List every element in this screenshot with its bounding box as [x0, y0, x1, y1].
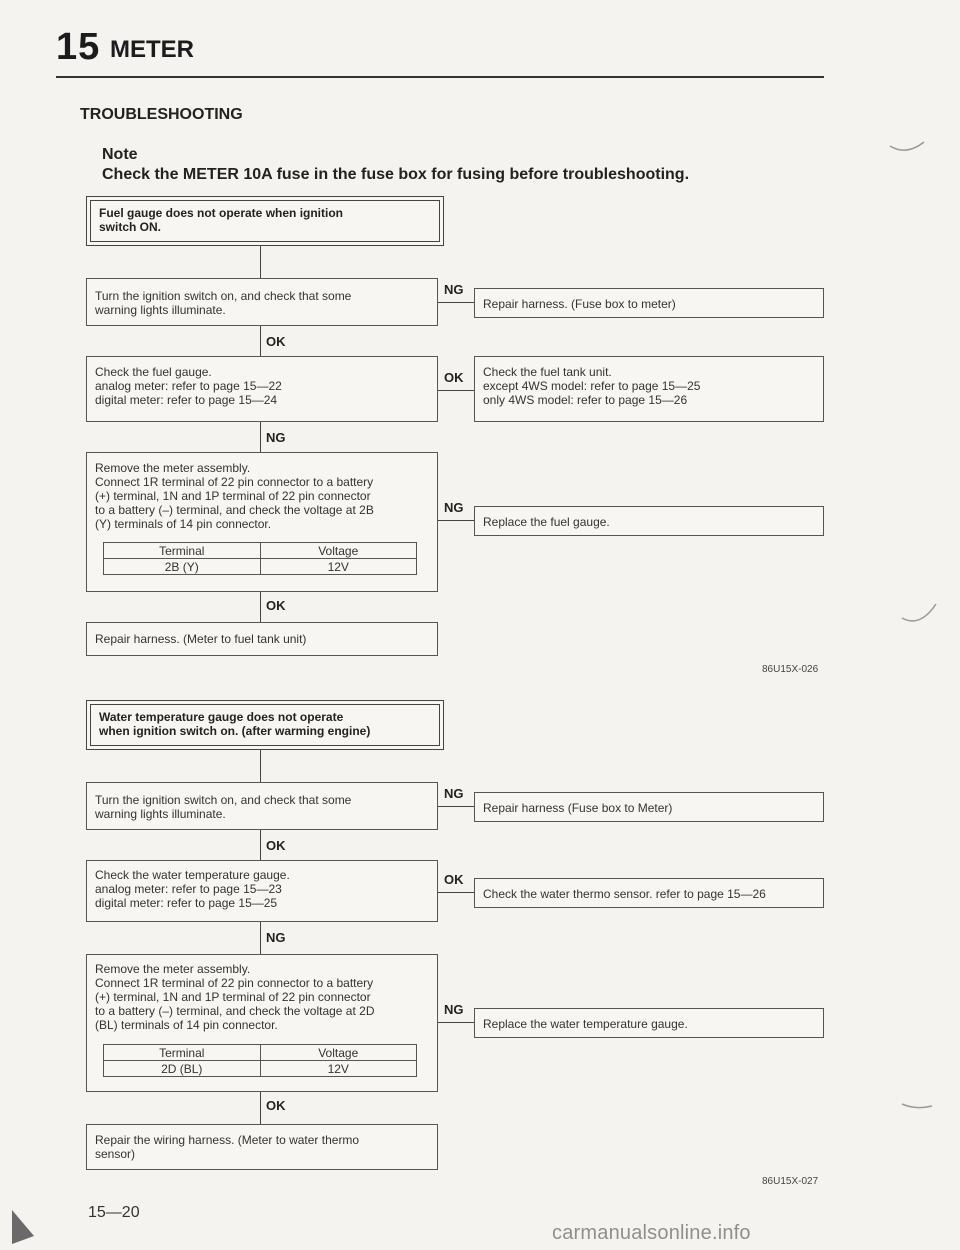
table-header: Voltage — [260, 1045, 417, 1061]
ng-label: NG — [266, 930, 286, 945]
connector-line — [438, 390, 474, 391]
ok-label: OK — [266, 838, 286, 853]
ok-label: OK — [444, 872, 464, 887]
step-repair-wiring-harness: Repair the wiring harness. (Meter to water thermo sensor) — [86, 1124, 438, 1170]
connector-line — [260, 246, 261, 278]
action-replace-fuel-gauge: Replace the fuel gauge. — [474, 506, 824, 536]
ng-label: NG — [444, 1002, 464, 1017]
page-number: 15—20 — [88, 1204, 140, 1221]
connector-line — [438, 892, 474, 893]
note-text: Check the METER 10A fuse in the fuse box for fusing before troubleshooting. — [102, 166, 690, 183]
connector-line — [438, 1022, 474, 1023]
flowchart-title: Water temperature gauge does not operate when ignition switch on. (after warming engine) — [90, 704, 440, 746]
ng-label: NG — [266, 430, 286, 445]
ng-label: NG — [444, 500, 464, 515]
connector-line — [260, 922, 261, 954]
connector-line — [260, 830, 261, 860]
scan-mark-icon — [888, 140, 928, 160]
flowchart-title: Fuel gauge does not operate when ignition switch ON. — [90, 200, 440, 242]
step-check-fuel-gauge: Check the fuel gauge. analog meter: refer to page 15—22 digital meter: refer to page 15—24 — [86, 356, 438, 422]
table-header: Terminal — [104, 1045, 261, 1061]
flowchart-title-box — [86, 196, 444, 246]
ok-label: OK — [444, 370, 464, 385]
ok-label: OK — [266, 334, 286, 349]
action-repair-harness: Repair harness (Fuse box to Meter) — [474, 792, 824, 822]
ng-label: NG — [444, 786, 464, 801]
table-header: Voltage — [260, 543, 417, 559]
section-title: METER — [110, 36, 194, 63]
connector-line — [260, 750, 261, 782]
connector-line — [260, 592, 261, 622]
step-check-warning-lights: Turn the ignition switch on, and check that some warning lights illuminate. — [86, 278, 438, 326]
figure-code: 86U15X-026 — [762, 664, 819, 675]
action-check-water-thermo-sensor: Check the water thermo sensor. refer to page 15—26 — [474, 878, 824, 908]
figure-code: 86U15X-027 — [762, 1176, 819, 1187]
connector-line — [260, 1092, 261, 1124]
scan-mark-icon — [900, 1100, 936, 1112]
ok-label: OK — [266, 598, 286, 613]
corner-mark-icon — [8, 1206, 38, 1246]
section-number: 15 — [56, 26, 101, 68]
table-cell: 12V — [260, 1061, 417, 1077]
table-row — [104, 543, 417, 559]
voltage-table — [103, 542, 417, 575]
watermark: carmanualsonline.info — [552, 1222, 751, 1244]
table-cell: 2B (Y) — [104, 559, 261, 575]
connector-line — [438, 302, 474, 303]
table-row — [104, 1061, 417, 1077]
voltage-table — [103, 1044, 417, 1077]
connector-line — [438, 520, 474, 521]
ng-label: NG — [444, 282, 464, 297]
action-replace-water-temp-gauge: Replace the water temperature gauge. — [474, 1008, 824, 1038]
action-check-fuel-tank-unit: Check the fuel tank unit. except 4WS model: refer to page 15—25 only 4WS model: refer to page 15—26 — [474, 356, 824, 422]
connector-line — [438, 806, 474, 807]
step-repair-harness: Repair harness. (Meter to fuel tank unit) — [86, 622, 438, 656]
flowchart-title-box — [86, 700, 444, 750]
step-check-voltage: Remove the meter assembly. Connect 1R terminal of 22 pin connector to a battery (+) terminal, 1N and 1P terminal of 22 pin connector to a battery (–) terminal, and check the voltage at 2B (Y) terminals of 14 pin connector. — [86, 452, 438, 592]
page-title: TROUBLESHOOTING — [80, 106, 243, 123]
step-check-voltage: Remove the meter assembly. Connect 1R terminal of 22 pin connector to a battery (+) terminal, 1N and 1P terminal of 22 pin connector to a battery (–) terminal, and check the voltage at 2D (BL) terminals of 14 pin connector. — [86, 954, 438, 1092]
scan-mark-icon — [900, 600, 940, 630]
step-check-water-temp-gauge: Check the water temperature gauge. analog meter: refer to page 15—23 digital meter: refer to page 15—25 — [86, 860, 438, 922]
connector-line — [260, 326, 261, 356]
ok-label: OK — [266, 1098, 286, 1113]
header-rule — [56, 76, 824, 78]
table-cell: 2D (BL) — [104, 1061, 261, 1077]
table-row — [104, 559, 417, 575]
table-row — [104, 1045, 417, 1061]
connector-line — [260, 422, 261, 452]
step-check-warning-lights: Turn the ignition switch on, and check that some warning lights illuminate. — [86, 782, 438, 830]
action-repair-harness: Repair harness. (Fuse box to meter) — [474, 288, 824, 318]
note-label: Note — [102, 146, 138, 163]
table-cell: 12V — [260, 559, 417, 575]
table-header: Terminal — [104, 543, 261, 559]
